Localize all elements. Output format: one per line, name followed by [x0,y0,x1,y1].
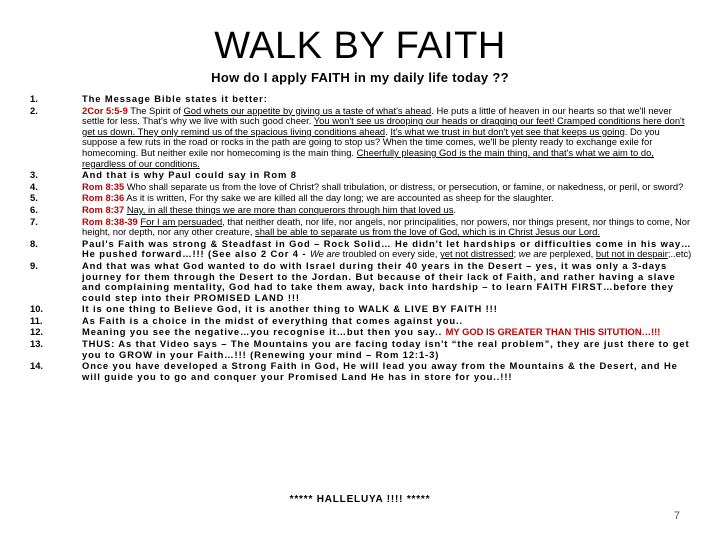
underlined-text: shall be able to separate us from the love of God, which is in Christ Jesus our Lord. [255,226,600,238]
item-number: 10. [30,303,44,315]
item-text: ; [513,248,519,260]
item-text: Meaning you see the negative…you recognise it…but then you say.. [82,326,446,338]
item-text: Paul's Faith was strong & Steadfast in God – Rock Solid… He didn't let hardships or difficulties come in his way… He pushed forward…!!! (See also 2 Cor 4 - [82,237,692,260]
item-text: ;..etc) [667,248,692,260]
item-number: 14. [30,360,44,372]
item-number: 8. [30,237,38,249]
list-item [30,182,696,193]
list-item [30,205,696,216]
underlined-text: God whets our appetite by giving us a taste of what's ahead [183,104,432,116]
slide-title: WALK BY FAITH [214,25,506,67]
item-text: The Message Bible states it better: [82,93,268,104]
underlined-text: Nay, in all these things we are more than conquerors through him that loved us [126,203,454,215]
highlighted-text: MY GOD IS GREATER THAN THIS SITUTION…!!! [445,326,661,338]
list-item [30,304,696,315]
item-text: . [453,203,456,215]
page-number: 7 [673,510,680,522]
underlined-text: It's what we trust in but don't yet see that keeps us going [390,125,625,137]
scripture-reference: Rom 8:38-39 [82,215,138,227]
item-text: As it is written, For thy sake we are killed all the day long; we are accounted as sheep for the slaughter. [124,192,554,204]
list-item [30,193,696,204]
item-text: . Do you suppose a few ruts in the road or rocks in the path are going to stop us? When the time comes, we'll be plenty ready to exchange exile for homecoming. But neither exile nor homecoming is the main thing. [82,125,660,158]
slide-subtitle: How do I apply FAITH in my daily life today ?? [211,70,509,85]
item-number: 13. [30,338,44,350]
list-item [30,106,696,170]
list-item [30,239,696,260]
item-text: Once you have developed a Strong Faith in God, He will lead you away from the Mountains & the Desert, and He will guide you to go and conquer your Promised Land He has in store for you..!!! [82,360,678,382]
item-text: It is one thing to Believe God, it is another thing to WALK & LIVE BY FAITH !!! [82,303,498,315]
item-text: . He puts a little of heaven in our hearts so that we'll never settle for less. That's why we live with such good cheer. [82,104,672,127]
scripture-reference: Rom 8:37 [82,203,125,215]
list-item [30,316,696,327]
scripture-reference: Rom 8:36 [82,192,125,204]
underlined-text: For I am persuaded [140,215,223,227]
item-text: As Faith is a choice in the midst of everything that comes against you.. [82,314,464,326]
item-text: And that was what God wanted to do with Israel during their 40 years in the Desert – yes, it was only a 3-days journey for them through the Desert to the Jordan. But because of their lack of Faith, and rather having a slave and complaining mentality, God had to take them away, back into hardship – to learn FAITH FIRST…before they could step into their PROMISED LAND !!! [82,259,676,303]
item-text: . [385,125,391,137]
item-text: troubled on every side, [340,248,441,260]
scripture-reference: 2Cor 5:5-9 [82,104,128,116]
item-number: 3. [30,169,38,181]
underlined-text: You won't see us drooping our heads or dragging our feet! Cramped conditions here don't get us down. They only remind us of the spacious living conditions ahead [82,115,685,137]
item-number: 11. [30,314,43,326]
item-text: THUS: As that Video says – The Mountains you are facing today isn't “the real problem”, they are just there to get you to GROW in your Faith…!!! (Renewing your mind – Rom 12:1-3) [82,338,690,360]
underlined-text: but not in despair [595,248,668,260]
item-number: 9. [30,259,38,271]
item-number: 1. [30,93,38,104]
point-list [30,94,696,383]
list-item [30,170,696,181]
list-item [30,94,696,105]
item-text: Who shall separate us from the love of Christ? shall tribulation, or distress, or persecution, or famine, or nakedness, or peril, or sword? [124,180,684,192]
item-number: 2. [30,104,38,116]
list-item [30,217,696,238]
item-number: 5. [30,192,38,204]
list-item [30,339,696,360]
item-text: And that is why Paul could say in Rom 8 [82,169,297,181]
item-text: The Spirit of [127,104,184,116]
italic-text: we are [518,248,547,260]
list-item [30,361,696,382]
list-item [30,261,696,303]
item-number: 7. [30,215,38,227]
closing-line: ***** HALLELUYA !!!! ***** [289,494,431,505]
list-item [30,327,696,338]
item-number: 6. [30,203,38,215]
scripture-reference: Rom 8:35 [82,180,125,192]
italic-text: We are [309,248,340,260]
item-number: 12. [30,326,44,338]
item-number: 4. [30,180,38,192]
item-text: , that neither death, nor life, nor angels, nor principalities, nor powers, nor things present, nor things to come, Nor height, nor depth, nor any other creature, [82,215,691,238]
underlined-text: Cheerfully pleasing God is the main thing, and that's what we aim to do, regardless of our conditions. [82,146,654,169]
item-text: perplexed, [546,248,596,260]
underlined-text: yet not distressed [440,248,514,260]
